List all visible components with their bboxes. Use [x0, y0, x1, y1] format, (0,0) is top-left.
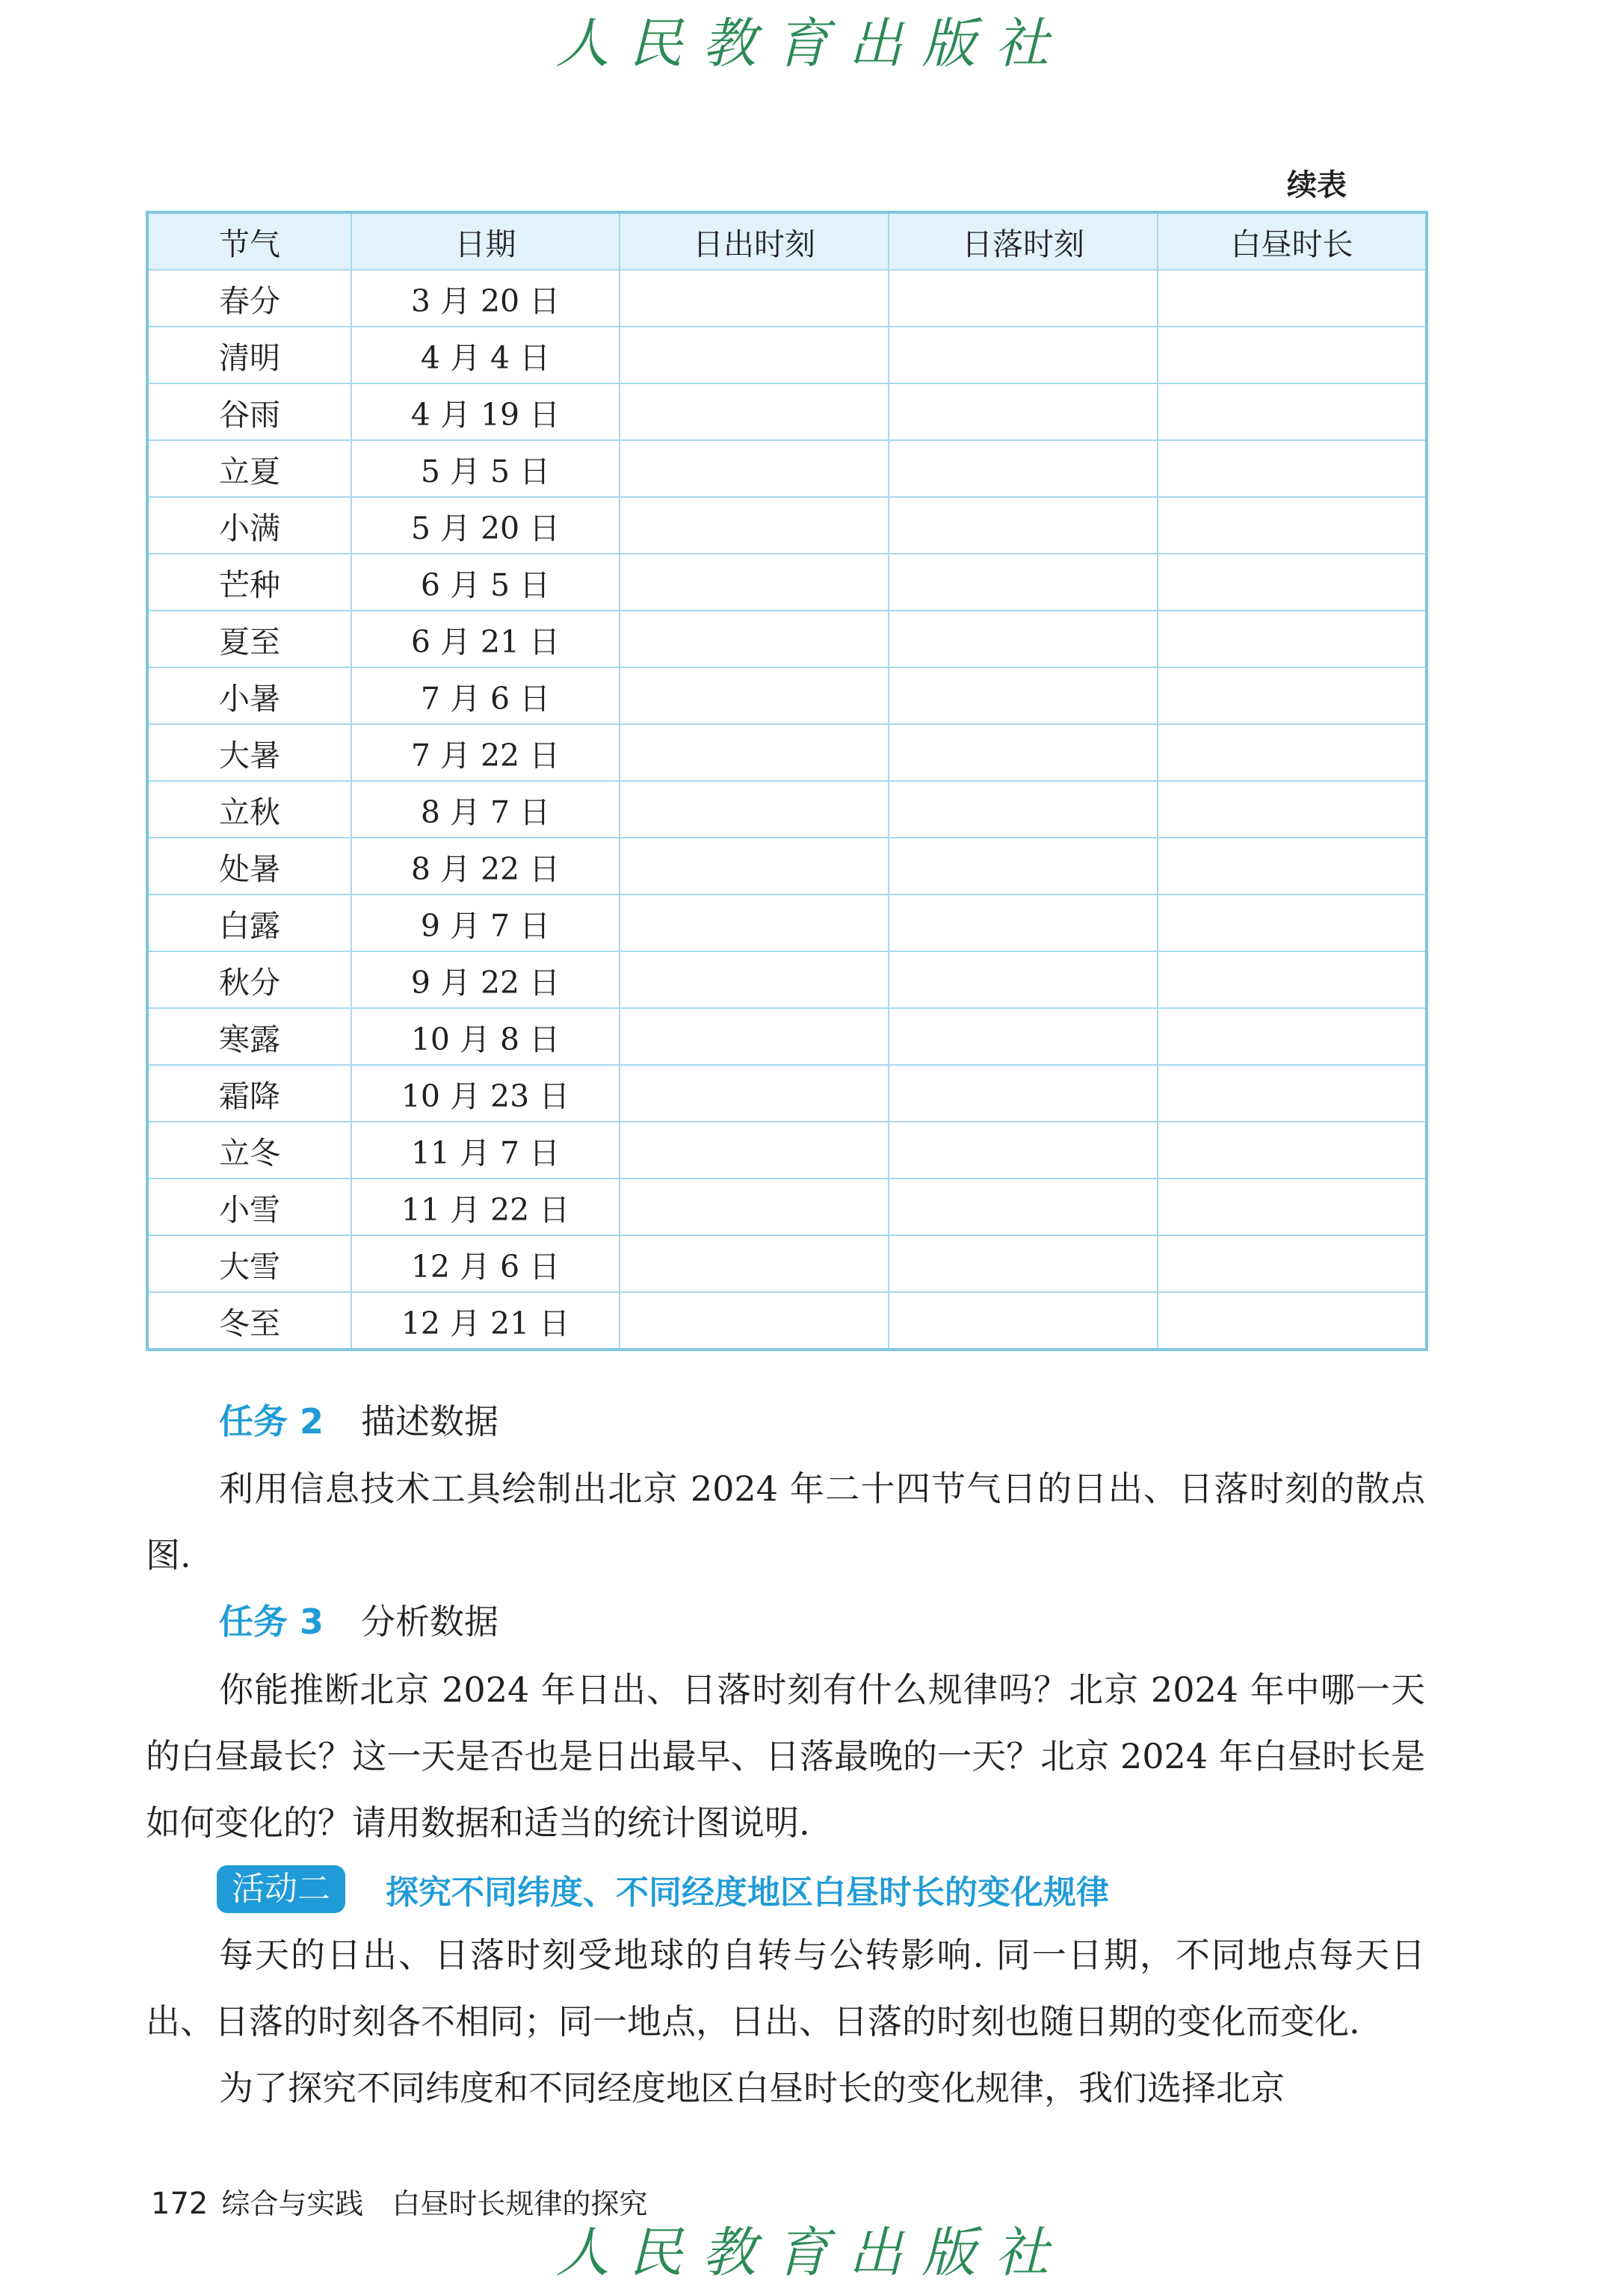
- table-row: [147, 1065, 1427, 1122]
- cell-solar-term: 小满: [147, 497, 351, 554]
- cell-date: 11 月 22 日: [351, 1179, 620, 1235]
- table-row: [147, 554, 1427, 611]
- task2-paragraph: 利用信息技术工具绘制出北京 2024 年二十四节气日的日出、日落时刻的散点图.: [146, 1468, 1425, 1575]
- cell-daylight: [1158, 327, 1427, 383]
- cell-solar-term: 小雪: [147, 1179, 351, 1235]
- cell-sunset: [889, 895, 1158, 951]
- cell-sunrise: [620, 1235, 889, 1292]
- task3-number: 任务 3: [219, 1601, 324, 1642]
- task2-number: 任务 2: [219, 1401, 324, 1442]
- table-row: [147, 270, 1427, 327]
- cell-sunrise: [620, 724, 889, 781]
- header-daylight: 白昼时长: [1158, 212, 1427, 270]
- task2-body: [146, 1456, 1425, 1589]
- cell-solar-term: 立夏: [147, 440, 351, 497]
- cell-sunrise: [620, 554, 889, 611]
- cell-daylight: [1158, 1235, 1427, 1292]
- cell-sunrise: [620, 838, 889, 895]
- cell-solar-term: 春分: [147, 270, 351, 327]
- page-number: 172: [151, 2187, 209, 2221]
- task3-body: [146, 1657, 1425, 1856]
- cell-date: 9 月 22 日: [351, 951, 620, 1008]
- solar-terms-table: [146, 211, 1428, 1351]
- cell-sunset: [889, 1179, 1158, 1235]
- cell-solar-term: 大暑: [147, 724, 351, 781]
- cell-sunrise: [620, 611, 889, 667]
- cell-daylight: [1158, 270, 1427, 327]
- cell-solar-term: 夏至: [147, 611, 351, 667]
- cell-solar-term: 寒露: [147, 1008, 351, 1065]
- cell-date: 7 月 22 日: [351, 724, 620, 781]
- cell-sunrise: [620, 1179, 889, 1235]
- cell-date: 10 月 23 日: [351, 1065, 620, 1122]
- table-header-row: [147, 212, 1427, 270]
- cell-solar-term: 小暑: [147, 667, 351, 724]
- cell-daylight: [1158, 1122, 1427, 1179]
- cell-solar-term: 秋分: [147, 951, 351, 1008]
- cell-sunset: [889, 1065, 1158, 1122]
- cell-sunset: [889, 951, 1158, 1008]
- cell-date: 8 月 22 日: [351, 838, 620, 895]
- cell-sunrise: [620, 895, 889, 951]
- cell-daylight: [1158, 497, 1427, 554]
- cell-daylight: [1158, 611, 1427, 667]
- cell-sunrise: [620, 781, 889, 838]
- cell-sunrise: [620, 270, 889, 327]
- cell-date: 9 月 7 日: [351, 895, 620, 951]
- cell-solar-term: 清明: [147, 327, 351, 383]
- header-sunset: 日落时刻: [889, 212, 1158, 270]
- cell-solar-term: 冬至: [147, 1292, 351, 1350]
- cell-sunset: [889, 724, 1158, 781]
- cell-date: 5 月 5 日: [351, 440, 620, 497]
- cell-sunset: [889, 497, 1158, 554]
- header-date: 日期: [351, 212, 620, 270]
- cell-daylight: [1158, 383, 1427, 440]
- cell-solar-term: 芒种: [147, 554, 351, 611]
- task2-title: 描述数据: [361, 1401, 499, 1442]
- activity2-badge: 活动二: [217, 1865, 345, 1913]
- task2-heading: [219, 1394, 498, 1444]
- cell-daylight: [1158, 440, 1427, 497]
- cell-daylight: [1158, 781, 1427, 838]
- publisher-footer-logo: 人民教育出版社: [555, 2221, 1069, 2284]
- cell-daylight: [1158, 1292, 1427, 1350]
- activity2-paragraph-2: 为了探究不同纬度和不同经度地区白昼时长的变化规律，我们选择北京: [219, 2068, 1285, 2108]
- table-continued-label: 续表: [1287, 168, 1347, 203]
- cell-sunrise: [620, 383, 889, 440]
- table-row: [147, 440, 1427, 497]
- publisher-header-logo: 人民教育出版社: [555, 12, 1069, 75]
- cell-daylight: [1158, 667, 1427, 724]
- cell-solar-term: 白露: [147, 895, 351, 951]
- cell-date: 5 月 20 日: [351, 497, 620, 554]
- table-row: [147, 1122, 1427, 1179]
- cell-sunrise: [620, 1008, 889, 1065]
- header-sunrise: 日出时刻: [620, 212, 889, 270]
- activity2-body: [146, 1922, 1425, 2122]
- cell-date: 12 月 21 日: [351, 1292, 620, 1350]
- cell-daylight: [1158, 951, 1427, 1008]
- cell-date: 8 月 7 日: [351, 781, 620, 838]
- cell-sunrise: [620, 1065, 889, 1122]
- table-row: [147, 895, 1427, 951]
- table-row: [147, 497, 1427, 554]
- cell-date: 7 月 6 日: [351, 667, 620, 724]
- cell-sunset: [889, 1008, 1158, 1065]
- table-row: [147, 327, 1427, 383]
- cell-solar-term: 处暑: [147, 838, 351, 895]
- cell-sunrise: [620, 667, 889, 724]
- cell-sunrise: [620, 951, 889, 1008]
- cell-sunset: [889, 440, 1158, 497]
- cell-sunset: [889, 838, 1158, 895]
- cell-daylight: [1158, 1179, 1427, 1235]
- cell-sunset: [889, 1292, 1158, 1350]
- cell-date: 10 月 8 日: [351, 1008, 620, 1065]
- activity2-title: 探究不同纬度、不同经度地区白昼时长的变化规律: [386, 1874, 1109, 1912]
- cell-solar-term: 大雪: [147, 1235, 351, 1292]
- cell-solar-term: 霜降: [147, 1065, 351, 1122]
- cell-sunset: [889, 611, 1158, 667]
- cell-daylight: [1158, 1065, 1427, 1122]
- cell-solar-term: 谷雨: [147, 383, 351, 440]
- table-row: [147, 951, 1427, 1008]
- table-row: [147, 1179, 1427, 1235]
- page-footer: [151, 2181, 647, 2222]
- cell-sunrise: [620, 327, 889, 383]
- table-row: [147, 724, 1427, 781]
- cell-date: 3 月 20 日: [351, 270, 620, 327]
- cell-sunset: [889, 383, 1158, 440]
- table-row: [147, 781, 1427, 838]
- cell-daylight: [1158, 724, 1427, 781]
- cell-daylight: [1158, 895, 1427, 951]
- task3-heading: [219, 1595, 498, 1644]
- cell-sunset: [889, 270, 1158, 327]
- table-row: [147, 383, 1427, 440]
- cell-sunset: [889, 667, 1158, 724]
- cell-sunset: [889, 1235, 1158, 1292]
- footer-topic: 白昼时长规律的探究: [392, 2187, 648, 2220]
- table-row: [147, 838, 1427, 895]
- cell-date: 4 月 19 日: [351, 383, 620, 440]
- table-row: [147, 667, 1427, 724]
- activity2-paragraph-1: 每天的日出、日落时刻受地球的自转与公转影响. 同一日期，不同地点每天日出、日落的时刻各不相同；同一地点，日出、日落的时刻也随日期的变化而变化.: [146, 1935, 1425, 2042]
- cell-date: 6 月 5 日: [351, 554, 620, 611]
- cell-sunrise: [620, 1122, 889, 1179]
- footer-section: 综合与实践: [221, 2187, 364, 2220]
- activity2-heading: [217, 1865, 1109, 1913]
- cell-solar-term: 立秋: [147, 781, 351, 838]
- header-solar-term: 节气: [147, 212, 351, 270]
- cell-sunset: [889, 781, 1158, 838]
- cell-date: 12 月 6 日: [351, 1235, 620, 1292]
- cell-date: 4 月 4 日: [351, 327, 620, 383]
- table-row: [147, 1235, 1427, 1292]
- cell-daylight: [1158, 554, 1427, 611]
- task3-title: 分析数据: [361, 1601, 499, 1642]
- cell-sunset: [889, 327, 1158, 383]
- cell-sunset: [889, 1122, 1158, 1179]
- cell-sunrise: [620, 1292, 889, 1350]
- table-row: [147, 1008, 1427, 1065]
- cell-date: 6 月 21 日: [351, 611, 620, 667]
- cell-daylight: [1158, 1008, 1427, 1065]
- task3-paragraph: 你能推断北京 2024 年日出、日落时刻有什么规律吗？北京 2024 年中哪一天的白昼最长？这一天是否也是日出最早、日落最晚的一天？北京 2024 年白昼时长是如何变化的？请用数据和适当的统计图说明.: [146, 1669, 1425, 1843]
- cell-sunset: [889, 554, 1158, 611]
- cell-solar-term: 立冬: [147, 1122, 351, 1179]
- table-body: [147, 270, 1427, 1350]
- cell-sunrise: [620, 440, 889, 497]
- cell-sunrise: [620, 497, 889, 554]
- cell-daylight: [1158, 838, 1427, 895]
- cell-date: 11 月 7 日: [351, 1122, 620, 1179]
- table-row: [147, 611, 1427, 667]
- table-row: [147, 1292, 1427, 1350]
